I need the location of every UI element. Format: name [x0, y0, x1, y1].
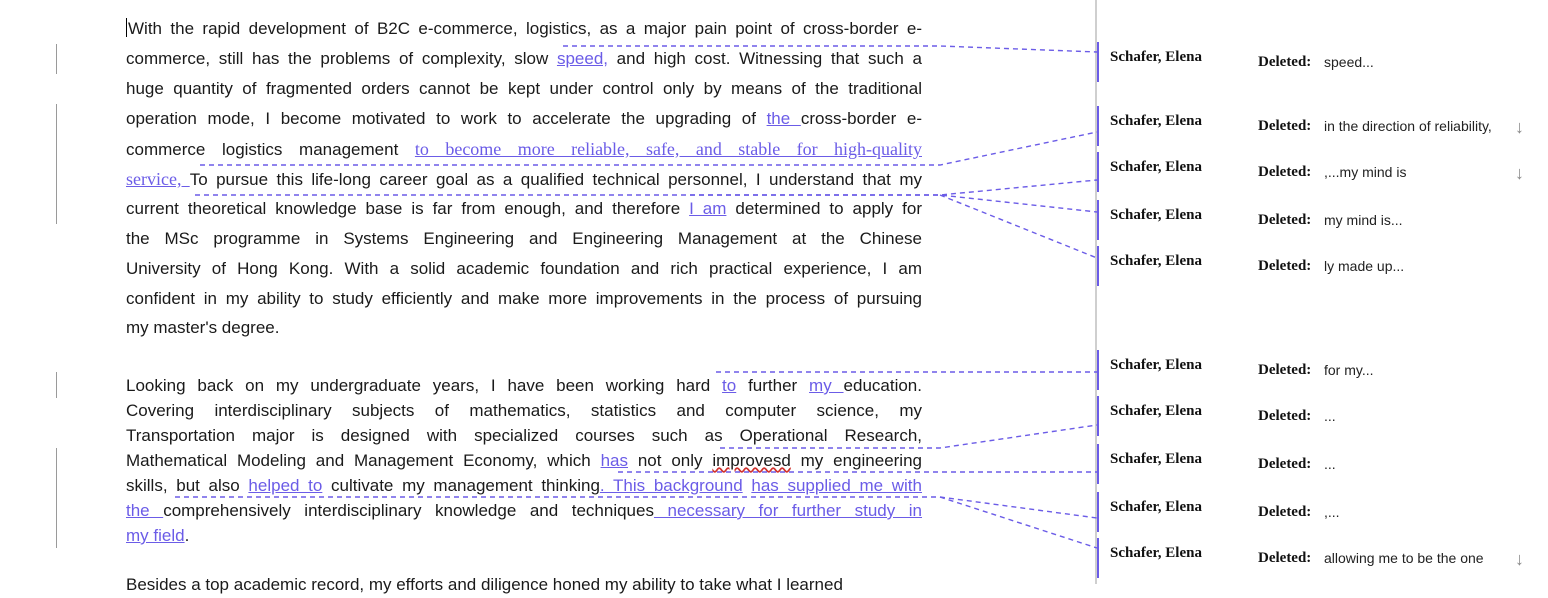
- revision-text: ,...: [1324, 504, 1340, 520]
- revision-balloon[interactable]: [1097, 398, 1546, 434]
- revision-author: Schafer, Elena: [1110, 545, 1202, 561]
- balloon-bar: [1097, 396, 1099, 436]
- text-line: huge quantity of fragmented orders cannot be kept under control only by means of the traditional: [126, 79, 922, 98]
- revision-kind: Deleted:: [1258, 504, 1312, 520]
- revision-balloon[interactable]: [1097, 154, 1546, 190]
- inserted-text[interactable]: helped to: [248, 476, 323, 495]
- balloon-bar: [1097, 246, 1099, 286]
- revision-kind: Deleted:: [1258, 118, 1312, 134]
- revision-kind: Deleted:: [1258, 408, 1312, 424]
- inserted-text[interactable]: has supplied me with: [751, 476, 922, 495]
- spelling-error[interactable]: improvesd: [712, 451, 791, 470]
- revision-balloon[interactable]: [1097, 248, 1546, 284]
- text-line: service, To pursue this life-long career goal as a qualified technical personnel, I understand that my: [126, 169, 923, 189]
- revision-balloon[interactable]: [1097, 446, 1546, 482]
- revision-author: Schafer, Elena: [1110, 113, 1202, 129]
- revision-author: Schafer, Elena: [1110, 207, 1202, 223]
- balloon-bar: [1097, 492, 1099, 532]
- balloon-bar: [1097, 42, 1099, 82]
- revision-kind: Deleted:: [1258, 550, 1312, 566]
- change-bar: [56, 448, 57, 548]
- revision-text: ...: [1324, 408, 1336, 424]
- inserted-text[interactable]: . This background: [599, 476, 743, 495]
- text-line: skills, but also helped to cultivate my management thinking. This background has supplied me with: [126, 476, 922, 495]
- down-arrow-icon[interactable]: ↓: [1515, 549, 1524, 569]
- balloon-bar: [1097, 152, 1099, 192]
- text-line: the MSc programme in Systems Engineering and Engineering Management at the Chinese: [126, 229, 922, 248]
- down-arrow-icon[interactable]: ↓: [1515, 117, 1524, 137]
- text-line: current theoretical knowledge base is far from enough, and therefore I am determined to apply for: [126, 199, 922, 218]
- revision-balloon[interactable]: [1097, 540, 1546, 576]
- change-bar: [56, 44, 57, 74]
- inserted-text[interactable]: speed,: [556, 49, 608, 68]
- revision-author: Schafer, Elena: [1110, 159, 1202, 175]
- inserted-text[interactable]: the: [126, 501, 164, 520]
- balloon-bar: [1097, 538, 1099, 578]
- revision-balloon[interactable]: [1097, 202, 1546, 238]
- revision-author: Schafer, Elena: [1110, 451, 1202, 467]
- text-line: my master's degree.: [126, 318, 280, 337]
- revision-author: Schafer, Elena: [1110, 403, 1202, 419]
- inserted-text[interactable]: has: [600, 451, 628, 470]
- paragraph-1[interactable]: [126, 14, 922, 342]
- inserted-text[interactable]: my field: [126, 526, 185, 545]
- revision-text: allowing me to be the one: [1324, 550, 1484, 566]
- revision-kind: Deleted:: [1258, 164, 1312, 180]
- down-arrow-icon[interactable]: ↓: [1515, 163, 1524, 183]
- revision-author: Schafer, Elena: [1110, 253, 1202, 269]
- revision-balloon[interactable]: [1097, 44, 1546, 80]
- inserted-text[interactable]: service,: [126, 169, 190, 189]
- text-line: Mathematical Modeling and Management Economy, which has not only improvesd my engineering: [126, 451, 922, 470]
- revision-kind: Deleted:: [1258, 54, 1312, 70]
- inserted-text[interactable]: necessary for further study in: [653, 501, 923, 520]
- revision-text: my mind is...: [1324, 212, 1403, 228]
- revision-balloon[interactable]: [1097, 494, 1546, 530]
- text-line: Covering interdisciplinary subjects of mathematics, statistics and computer science, my: [126, 401, 922, 420]
- change-bar: [56, 372, 57, 398]
- text-line: With the rapid development of B2C e-commerce, logistics, as a major pain point of cross-border e-: [128, 19, 922, 38]
- revision-kind: Deleted:: [1258, 212, 1312, 228]
- revision-text: for my...: [1324, 362, 1374, 378]
- text-line: commerce, still has the problems of complexity, slow speed, and high cost. Witnessing that such a: [126, 49, 922, 68]
- revision-author: Schafer, Elena: [1110, 357, 1202, 373]
- revision-kind: Deleted:: [1258, 362, 1312, 378]
- revision-balloon[interactable]: [1097, 352, 1546, 388]
- revision-author: Schafer, Elena: [1110, 499, 1202, 515]
- revision-kind: Deleted:: [1258, 258, 1312, 274]
- text-line: University of Hong Kong. With a solid academic foundation and rich practical experience, I am: [126, 259, 922, 278]
- balloon-bar: [1097, 350, 1099, 390]
- text-line: commerce logistics management to become more reliable, safe, and stable for high-quality: [126, 139, 922, 159]
- inserted-text[interactable]: I am: [689, 199, 727, 218]
- paragraph-2[interactable]: [126, 373, 922, 548]
- inserted-text[interactable]: to: [722, 376, 737, 395]
- next-paragraph-cut: Besides a top academic record, my efforts and diligence honed my ability to take what I learned: [126, 575, 843, 594]
- text-cursor: [126, 18, 127, 37]
- revision-kind: Deleted:: [1258, 456, 1312, 472]
- text-line: Looking back on my undergraduate years, I have been working hard to further my education.: [126, 376, 922, 395]
- text-line: Transportation major is designed with specialized courses such as Operational Research,: [126, 426, 922, 445]
- revision-text: ly made up...: [1324, 258, 1405, 274]
- text-line: operation mode, I become motivated to work to accelerate the upgrading of the cross-border e-: [126, 109, 922, 128]
- balloon-bar: [1097, 444, 1099, 484]
- inserted-text[interactable]: to become more reliable, safe, and stable for high-quality: [414, 139, 922, 159]
- change-bar: [56, 104, 57, 224]
- balloon-bar: [1097, 200, 1099, 240]
- text-line: confident in my ability to study efficiently and make more improvements in the process of pursuing: [126, 289, 922, 308]
- text-line: the comprehensively interdisciplinary knowledge and techniques necessary for further study in: [126, 501, 923, 520]
- revision-author: Schafer, Elena: [1110, 49, 1202, 65]
- inserted-text[interactable]: the: [766, 109, 801, 128]
- revision-text: ...: [1324, 456, 1336, 472]
- revision-balloon[interactable]: [1097, 108, 1546, 144]
- balloon-bar: [1097, 106, 1099, 146]
- revision-text: ,...my mind is: [1324, 164, 1407, 180]
- text-line: my field.: [126, 526, 190, 545]
- inserted-text[interactable]: my: [809, 376, 844, 395]
- revision-text: speed...: [1324, 54, 1374, 70]
- revision-text: in the direction of reliability,: [1324, 118, 1492, 134]
